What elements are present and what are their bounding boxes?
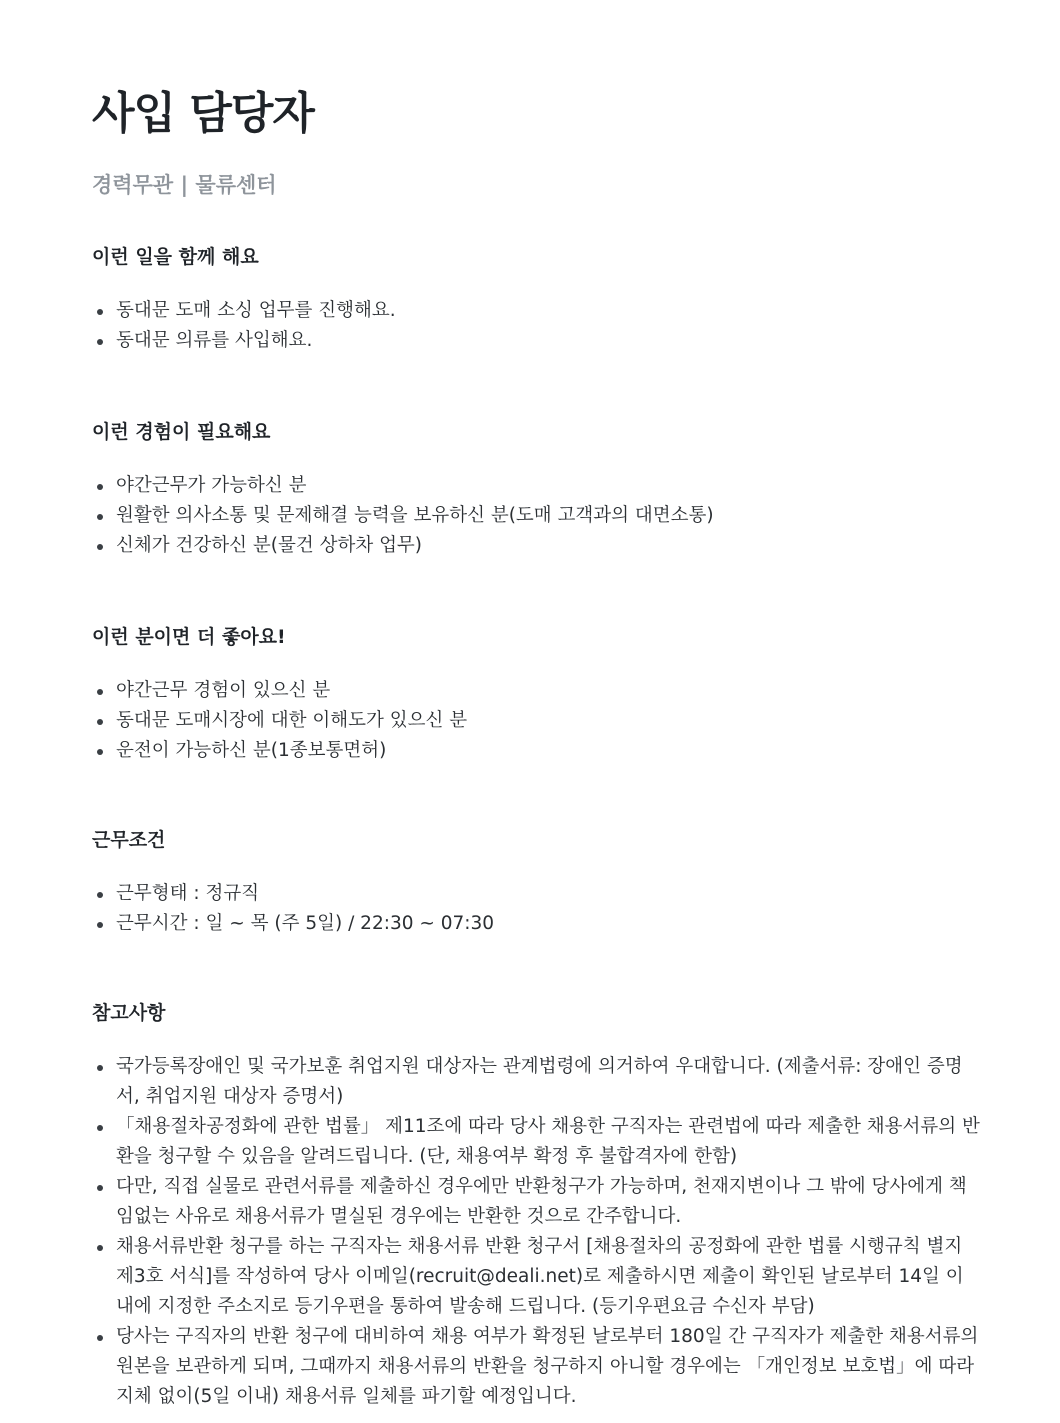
list-item: 원활한 의사소통 및 문제해결 능력을 보유하신 분(도매 고객과의 대면소통) xyxy=(92,501,980,531)
list-item: 국가등록장애인 및 국가보훈 취업지원 대상자는 관계법령에 의거하여 우대합니다. (제출서류: 장애인 증명서, 취업지원 대상자 증명서) xyxy=(92,1052,980,1112)
list-item: 동대문 의류를 사입해요. xyxy=(92,326,980,356)
list-item: 운전이 가능하신 분(1종보통면허) xyxy=(92,736,980,766)
bullet-list xyxy=(92,879,980,939)
list-item: 야간근무가 가능하신 분 xyxy=(92,471,980,501)
section-title: 이런 경험이 필요해요 xyxy=(92,421,271,443)
section-conditions xyxy=(92,826,980,939)
section-requirements xyxy=(92,418,980,561)
section-notes xyxy=(92,999,980,1412)
section-title: 참고사항 xyxy=(92,1002,166,1024)
list-item: 근무형태 : 정규직 xyxy=(92,879,980,909)
bullet-list xyxy=(92,1052,980,1412)
list-item: 야간근무 경험이 있으신 분 xyxy=(92,676,980,706)
list-item: 근무시간 : 일 ~ 목 (주 5일) / 22:30 ~ 07:30 xyxy=(92,909,980,939)
section-work xyxy=(92,243,980,356)
bullet-list xyxy=(92,296,980,356)
list-item: 채용서류반환 청구를 하는 구직자는 채용서류 반환 청구서 [채용절차의 공정화에 관한 법률 시행규칙 별지 제3호 서식]를 작성하여 당사 이메일(recruit@deali.net)로 제출하시면 제출이 확인된 날로부터 14일 이내에 지정한 주소지로 등기우편을 통하여 발송해 드립니다. (등기우편요금 수신자 부담) xyxy=(92,1232,980,1322)
section-title: 이런 일을 함께 해요 xyxy=(92,246,259,268)
list-item: 당사는 구직자의 반환 청구에 대비하여 채용 여부가 확정된 날로부터 180일 간 구직자가 제출한 채용서류의 원본을 보관하게 되며, 그때까지 채용서류의 반환을 청구하지 아니할 경우에는 「개인정보 보호법」에 따라 지체 없이(5일 이내) 채용서류 일체를 파기할 예정입니다. xyxy=(92,1322,980,1412)
bullet-list xyxy=(92,471,980,561)
list-item: 신체가 건강하신 분(물건 상하차 업무) xyxy=(92,531,980,561)
list-item: 동대문 도매시장에 대한 이해도가 있으신 분 xyxy=(92,706,980,736)
list-item: 「채용절차공정화에 관한 법률」 제11조에 따라 당사 채용한 구직자는 관련법에 따라 제출한 채용서류의 반환을 청구할 수 있음을 알려드립니다. (단, 채용여부 확정 후 불합격자에 한함) xyxy=(92,1112,980,1172)
bullet-list xyxy=(92,676,980,766)
section-title: 근무조건 xyxy=(92,829,166,851)
page-title: 사입 담당자 xyxy=(92,88,314,139)
job-meta: 경력무관 | 물류센터 xyxy=(92,173,277,197)
list-item: 동대문 도매 소싱 업무를 진행해요. xyxy=(92,296,980,326)
section-preferred xyxy=(92,623,980,766)
section-title: 이런 분이면 더 좋아요! xyxy=(92,626,286,648)
list-item: 다만, 직접 실물로 관련서류를 제출하신 경우에만 반환청구가 가능하며, 천재지변이나 그 밖에 당사에게 책임없는 사유로 채용서류가 멸실된 경우에는 반환한 것으로 간주합니다. xyxy=(92,1172,980,1232)
